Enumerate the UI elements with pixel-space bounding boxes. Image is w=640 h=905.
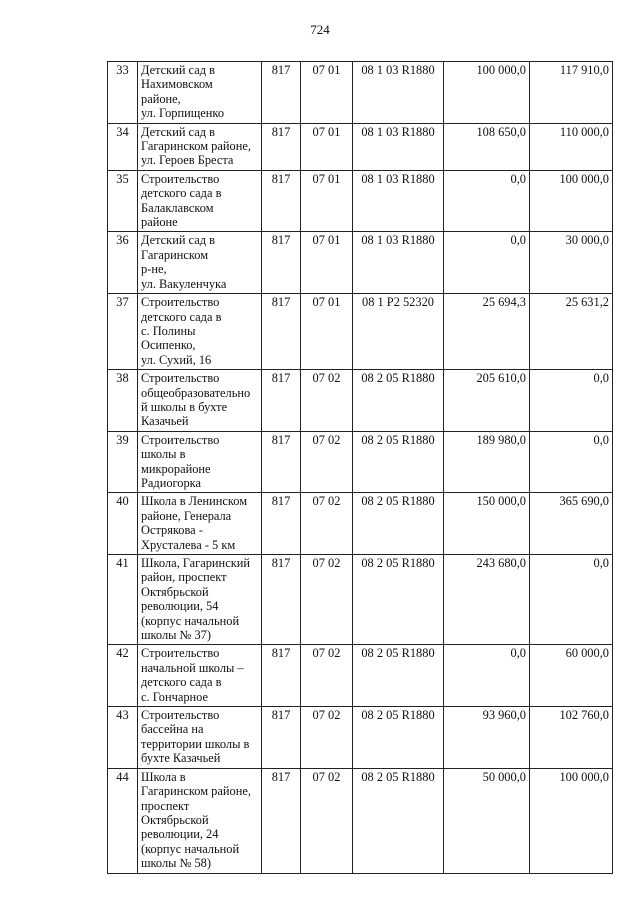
object-name-text: Строительство бассейна на территории школы в бухте Казачьей [141, 708, 250, 766]
row-number-text: 43 [116, 708, 129, 723]
amount-year2-cell [530, 123, 613, 170]
section-code-cell [301, 555, 353, 645]
row-number-text: 41 [116, 556, 129, 570]
admin-code-text: 817 [271, 171, 291, 186]
row-number-cell [108, 555, 138, 645]
target-code-text: 08 2 05 R1880 [361, 494, 435, 509]
row-number-text: 33 [116, 63, 129, 77]
amount-year1-text: 0,0 [510, 646, 526, 661]
section-code-cell [301, 645, 353, 707]
section-code-text: 07 02 [312, 646, 341, 661]
section-code-text: 07 01 [312, 63, 341, 77]
target-code-cell [353, 232, 444, 294]
section-code-text: 07 02 [312, 432, 341, 447]
row-number-text: 35 [116, 171, 129, 186]
amount-year2-cell [530, 707, 613, 769]
table-row [108, 370, 613, 432]
target-code-cell [353, 123, 444, 170]
object-name-cell [138, 232, 262, 294]
row-number-cell [108, 768, 138, 873]
row-number-text: 37 [116, 295, 129, 310]
admin-code-cell [262, 645, 301, 707]
section-code-cell [301, 170, 353, 232]
section-code-cell [301, 431, 353, 493]
section-code-text: 07 01 [312, 171, 341, 186]
target-code-cell [353, 555, 444, 645]
row-number-text: 38 [116, 371, 129, 386]
amount-year2-cell [530, 370, 613, 432]
section-code-text: 07 02 [312, 371, 341, 386]
object-name-cell [138, 768, 262, 873]
object-name-cell [138, 555, 262, 645]
table-body [108, 62, 613, 874]
amount-year2-text: 0,0 [593, 371, 609, 386]
amount-year1-cell [444, 431, 530, 493]
admin-code-cell [262, 170, 301, 232]
amount-year1-cell [444, 707, 530, 769]
object-name-text: Детский сад в Нахимовском районе, ул. Горпищенко [141, 63, 225, 121]
target-code-text: 08 2 05 R1880 [361, 432, 435, 447]
object-name-text: Строительство начальной школы – детского сада в с. Гончарное [141, 646, 244, 704]
object-name-text: Школа, Гагаринский район, проспект Октябрьской революции, 54 (корпус начальной школы № 37) [141, 556, 250, 643]
admin-code-cell [262, 768, 301, 873]
amount-year1-text: 0,0 [510, 233, 526, 248]
row-number-text: 36 [116, 233, 129, 248]
target-code-cell [353, 707, 444, 769]
object-name-cell [138, 370, 262, 432]
object-name-text: Строительство школы в микрорайоне Радиогорка [141, 432, 220, 490]
table-row [108, 170, 613, 232]
amount-year2-cell [530, 294, 613, 370]
target-code-cell [353, 431, 444, 493]
amount-year1-text: 0,0 [510, 171, 526, 186]
row-number-cell [108, 493, 138, 555]
amount-year2-text: 102 760,0 [559, 708, 609, 723]
amount-year2-cell [530, 62, 613, 124]
amount-year1-text: 205 610,0 [476, 371, 526, 386]
page-number: 724 [310, 22, 330, 37]
row-number-cell [108, 170, 138, 232]
amount-year2-text: 100 000,0 [559, 171, 609, 186]
target-code-text: 08 1 03 R1880 [361, 233, 435, 248]
section-code-text: 07 02 [312, 556, 341, 570]
target-code-text: 08 2 05 R1880 [361, 371, 435, 386]
amount-year1-text: 189 980,0 [476, 432, 526, 447]
row-number-text: 40 [116, 494, 129, 509]
object-name-cell [138, 493, 262, 555]
section-code-text: 07 01 [312, 124, 341, 139]
object-name-cell [138, 645, 262, 707]
amount-year2-cell [530, 555, 613, 645]
object-name-cell [138, 707, 262, 769]
admin-code-text: 817 [271, 63, 291, 77]
object-name-text: Строительство детского сада в Балаклавском районе [141, 171, 222, 230]
amount-year2-text: 0,0 [593, 432, 609, 447]
object-name-cell [138, 170, 262, 232]
amount-year1-text: 50 000,0 [482, 769, 526, 784]
target-code-text: 08 2 05 R1880 [361, 708, 435, 723]
amount-year2-cell [530, 431, 613, 493]
table-row [108, 768, 613, 873]
section-code-text: 07 02 [312, 494, 341, 509]
table-row [108, 232, 613, 294]
target-code-cell [353, 493, 444, 555]
amount-year2-cell [530, 645, 613, 707]
amount-year2-cell [530, 493, 613, 555]
amount-year2-text: 30 000,0 [565, 233, 609, 248]
target-code-text: 08 1 03 R1880 [361, 124, 435, 139]
amount-year1-cell [444, 370, 530, 432]
admin-code-text: 817 [271, 233, 291, 248]
admin-code-text: 817 [271, 124, 291, 139]
target-code-text: 08 1 03 R1880 [361, 171, 435, 186]
table-row [108, 294, 613, 370]
section-code-cell [301, 370, 353, 432]
amount-year1-text: 108 650,0 [476, 124, 526, 139]
amount-year1-cell [444, 232, 530, 294]
target-code-text: 08 1 P2 52320 [362, 295, 434, 310]
table-row [108, 707, 613, 769]
row-number-text: 44 [116, 769, 129, 784]
object-name-text: Школа в Ленинском районе, Генерала Острякова - Хрусталева - 5 км [141, 494, 248, 552]
section-code-cell [301, 768, 353, 873]
amount-year2-text: 365 690,0 [559, 494, 609, 509]
amount-year2-text: 0,0 [593, 556, 609, 570]
target-code-cell [353, 62, 444, 124]
amount-year2-cell [530, 232, 613, 294]
amount-year2-cell [530, 170, 613, 232]
admin-code-text: 817 [271, 494, 291, 509]
object-name-cell [138, 431, 262, 493]
admin-code-cell [262, 493, 301, 555]
table-row [108, 431, 613, 493]
object-name-text: Детский сад в Гагаринском районе, ул. Героев Бреста [141, 124, 251, 168]
amount-year2-text: 25 631,2 [565, 295, 609, 310]
object-name-text: Строительство детского сада в с. Полины Осипенко, ул. Сухий, 16 [141, 295, 222, 367]
amount-year1-cell [444, 493, 530, 555]
table-row [108, 645, 613, 707]
amount-year1-cell [444, 768, 530, 873]
row-number-cell [108, 294, 138, 370]
admin-code-text: 817 [271, 295, 291, 310]
amount-year1-text: 100 000,0 [476, 63, 526, 77]
admin-code-text: 817 [271, 646, 291, 661]
table-row [108, 123, 613, 170]
row-number-cell [108, 707, 138, 769]
row-number-cell [108, 370, 138, 432]
amount-year1-cell [444, 555, 530, 645]
target-code-cell [353, 645, 444, 707]
target-code-cell [353, 294, 444, 370]
target-code-text: 08 2 05 R1880 [361, 646, 435, 661]
section-code-cell [301, 62, 353, 124]
row-number-cell [108, 232, 138, 294]
admin-code-text: 817 [271, 371, 291, 386]
table-row [108, 62, 613, 124]
row-number-cell [108, 123, 138, 170]
target-code-text: 08 2 05 R1880 [361, 769, 435, 784]
amount-year2-text: 100 000,0 [559, 769, 609, 784]
object-name-text: Строительство общеобразовательно й школы в бухте Казачьей [141, 371, 251, 429]
row-number-cell [108, 431, 138, 493]
row-number-text: 34 [116, 124, 129, 139]
object-name-cell [138, 294, 262, 370]
target-code-cell [353, 768, 444, 873]
budget-table [107, 61, 613, 874]
admin-code-cell [262, 232, 301, 294]
amount-year1-cell [444, 645, 530, 707]
admin-code-cell [262, 555, 301, 645]
amount-year1-text: 25 694,3 [482, 295, 526, 310]
admin-code-cell [262, 370, 301, 432]
target-code-cell [353, 370, 444, 432]
table-row [108, 555, 613, 645]
row-number-text: 39 [116, 432, 129, 447]
section-code-text: 07 02 [312, 708, 341, 723]
admin-code-cell [262, 294, 301, 370]
object-name-text: Школа в Гагаринском районе, проспект Октябрьской революции, 24 (корпус начальной школы № 58) [141, 769, 251, 871]
target-code-text: 08 1 03 R1880 [361, 63, 435, 77]
amount-year2-text: 60 000,0 [565, 646, 609, 661]
object-name-cell [138, 123, 262, 170]
admin-code-cell [262, 431, 301, 493]
admin-code-cell [262, 123, 301, 170]
amount-year2-text: 117 910,0 [559, 63, 609, 77]
admin-code-text: 817 [271, 556, 291, 570]
admin-code-cell [262, 62, 301, 124]
amount-year2-text: 110 000,0 [559, 124, 609, 139]
section-code-cell [301, 294, 353, 370]
amount-year1-cell [444, 62, 530, 124]
admin-code-text: 817 [271, 769, 291, 784]
target-code-cell [353, 170, 444, 232]
section-code-text: 07 02 [312, 769, 341, 784]
row-number-cell [108, 645, 138, 707]
amount-year2-cell [530, 768, 613, 873]
target-code-text: 08 2 05 R1880 [361, 556, 435, 570]
section-code-text: 07 01 [312, 233, 341, 248]
section-code-cell [301, 707, 353, 769]
section-code-text: 07 01 [312, 295, 341, 310]
section-code-cell [301, 123, 353, 170]
row-number-cell [108, 62, 138, 124]
admin-code-cell [262, 707, 301, 769]
object-name-cell [138, 62, 262, 124]
amount-year1-text: 243 680,0 [476, 556, 526, 570]
amount-year1-cell [444, 294, 530, 370]
table-row [108, 493, 613, 555]
object-name-text: Детский сад в Гагаринском р-не, ул. Вакуленчука [141, 233, 227, 291]
amount-year1-text: 93 960,0 [482, 708, 526, 723]
amount-year1-cell [444, 170, 530, 232]
section-code-cell [301, 232, 353, 294]
amount-year1-text: 150 000,0 [476, 494, 526, 509]
admin-code-text: 817 [271, 708, 291, 723]
section-code-cell [301, 493, 353, 555]
row-number-text: 42 [116, 646, 129, 661]
admin-code-text: 817 [271, 432, 291, 447]
amount-year1-cell [444, 123, 530, 170]
